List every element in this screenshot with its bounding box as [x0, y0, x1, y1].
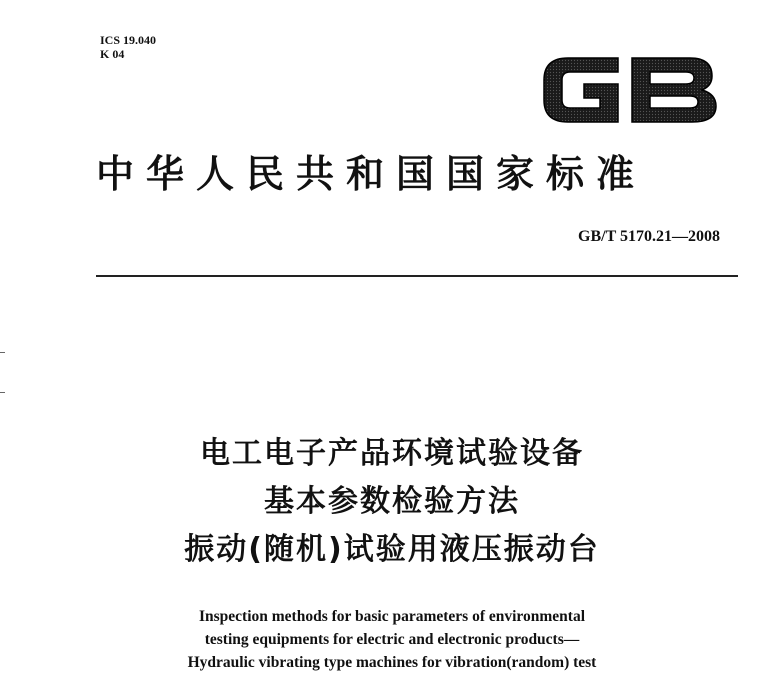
chinese-title	[0, 430, 784, 574]
english-title-line: Hydraulic vibrating type machines for vibration(random) test	[187, 654, 597, 671]
english-title	[0, 605, 784, 674]
main-title: 中华人民共和国国家标准	[96, 152, 647, 196]
ics-code: ICS 19.040	[100, 33, 157, 47]
gb-logo-icon	[540, 50, 720, 130]
standard-number: GB/T 5170.21—2008	[578, 228, 720, 245]
margin-mark	[0, 352, 5, 353]
chinese-title-line: 基本参数检验方法	[264, 484, 520, 519]
english-title-line: testing equipments for electric and electronic products—	[204, 631, 580, 648]
chinese-title-line: 电工电子产品环境试验设备	[200, 436, 584, 471]
classification-block	[100, 33, 156, 61]
english-title-line: Inspection methods for basic parameters of environmental	[198, 608, 586, 625]
chinese-title-line: 振动(随机)试验用液压振动台	[184, 532, 600, 567]
margin-mark	[0, 392, 5, 393]
category-code: K 04	[100, 47, 125, 61]
header-divider	[96, 275, 738, 277]
